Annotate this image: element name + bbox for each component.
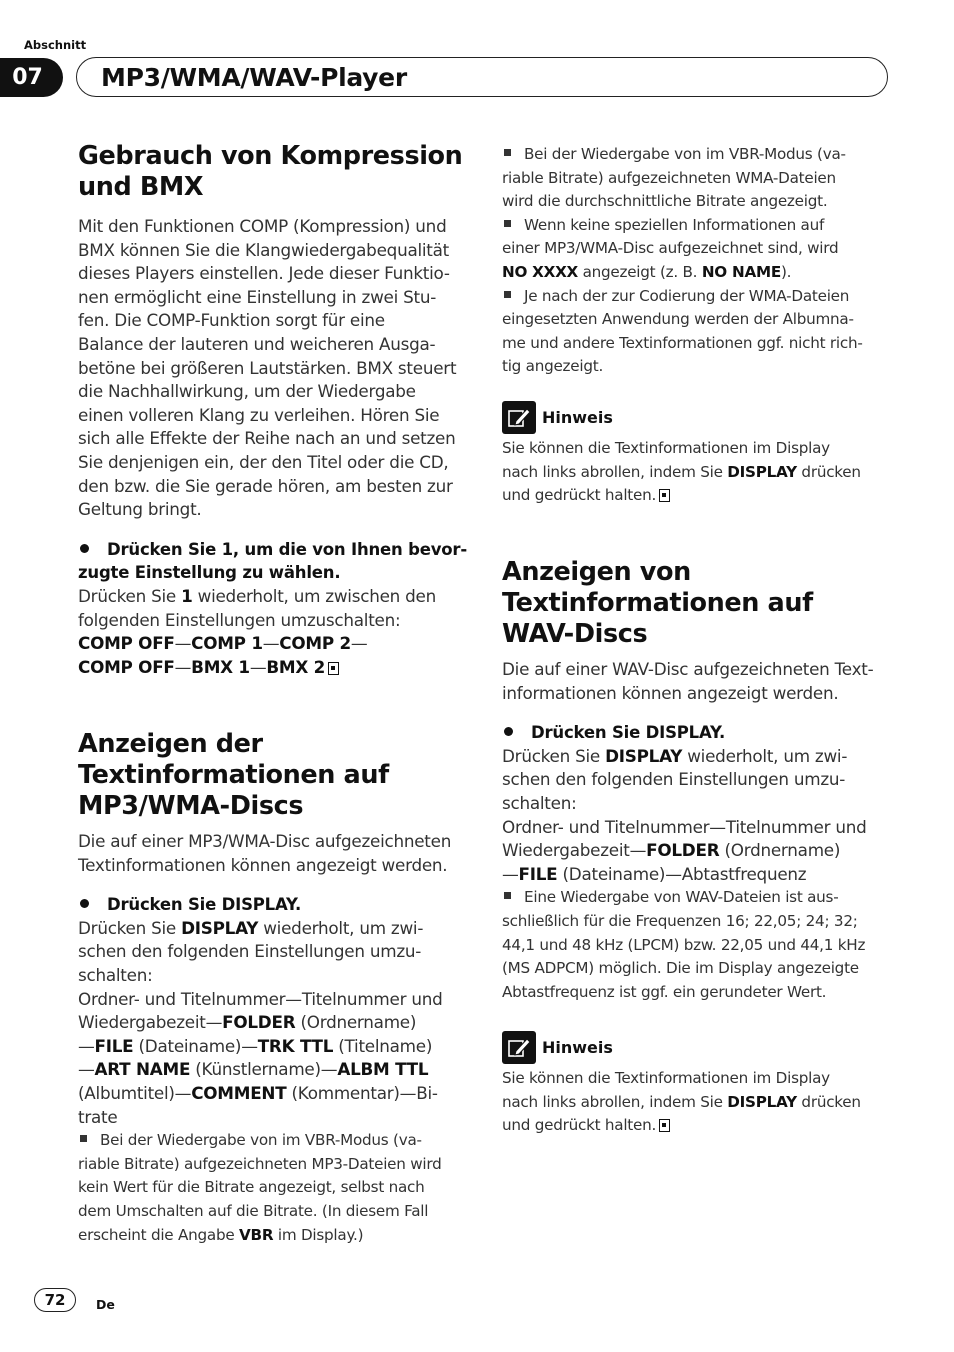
text-line: sich alle Effekte der Reihe nach an und setzen xyxy=(78,428,456,449)
note-body: Sie können die Textinformationen im Display nach links abrollen, indem Sie DISPLAY drücken und gedrückt halten. xyxy=(502,439,861,505)
bullet-dot-icon xyxy=(504,727,513,736)
text-line: betöne bei größeren Lautstärken. BMX steuert xyxy=(78,357,457,378)
chapter-header xyxy=(76,57,888,97)
page-number: 72 xyxy=(34,1288,76,1312)
section-compression-bmx xyxy=(78,141,478,679)
bullet-square-icon xyxy=(504,220,511,227)
setting-sequence: COMP OFF—COMP 1—COMP 2— xyxy=(78,633,368,654)
hinweis-note xyxy=(502,1031,902,1138)
text-line: einen volleren Klang zu verleihen. Hören Sie xyxy=(78,404,440,425)
note-bullet: Bei der Wiedergabe von im VBR-Modus (va- riable Bitrate) aufgezeichneten MP3-Dateien wird kein Wert für die Bitrate angezeigt, selbst nach dem Umschalten auf die Bitrate. (In diesem Fall erscheint die Angabe VBR im Display.) xyxy=(78,1131,442,1244)
text-line: fen. Die COMP-Funktion sorgt für eine xyxy=(78,310,385,331)
text-line: BMX können Sie die Klangwiedergabequalität xyxy=(78,239,450,260)
step-detail: Drücken Sie DISPLAY wiederholt, um zwi- schen den folgenden Einstellungen umzu- schalten: Ordner- und Titelnummer—Titelnummer und Wiedergabezeit—FOLDER (Ordnername) —FILE (Dateiname)—TRK TTL (Titelname) —ART NAME (Künstlername)—ALBM TTL (Albumtitel)—COMMENT (Kommentar)—Bi- trate xyxy=(78,917,443,1127)
section-mp3-wma-text xyxy=(78,729,478,1247)
note-bullet: Bei der Wiedergabe von im VBR-Modus (va- riable Bitrate) aufgezeichneten WMA-Dateien wird die durchschnittliche Bitrate angezeigt. xyxy=(502,145,846,211)
text-line: Mit den Funktionen COMP (Kompression) und xyxy=(78,216,447,236)
text-line: den bzw. die Sie gerade hören, am besten zur xyxy=(78,475,453,496)
bullet-dot-icon xyxy=(80,899,89,908)
setting-sequence: COMP OFF—BMX 1—BMX 2 xyxy=(78,656,478,680)
bullet-square-icon xyxy=(504,291,511,298)
bullet-square-icon xyxy=(504,892,511,899)
note-bullet: Eine Wiedergabe von WAV-Dateien ist aus- schließlich für die Frequenzen 16; 22,05; 24; 32; 44,1 und 48 kHz (LPCM) bzw. 22,05 und 44,1 kHz (MS ADPCM) möglich. Die im Display angezeigte Abtastfrequenz ist ggf. ein gerundeter Wert. xyxy=(502,888,866,1001)
section-number-badge: 07 xyxy=(0,58,63,97)
text-line: Geltung bringt. xyxy=(78,499,202,520)
section-intro: Die auf einer WAV-Disc aufgezeichneten Text- informationen können angezeigt werden. xyxy=(502,659,874,703)
note-label: Hinweis xyxy=(542,408,613,427)
bullet-square-icon xyxy=(80,1135,87,1142)
note-bullet: Wenn keine speziellen Informationen auf einer MP3/WMA-Disc aufgezeichnet sind, wird NO XXXX angezeigt (z. B. NO NAME). xyxy=(502,215,839,281)
note-pencil-icon xyxy=(502,1031,536,1064)
section-heading: Gebrauch von Kompression und BMX xyxy=(78,141,463,202)
bullet-dot-icon xyxy=(80,544,89,553)
end-mark-icon xyxy=(328,662,339,675)
section-intro: Die auf einer MP3/WMA-Disc aufgezeichneten Textinformationen können angezeigt werden. xyxy=(78,831,452,875)
text-line: Balance der lauteren und weicheren Ausga- xyxy=(78,333,436,354)
language-code: De xyxy=(96,1297,115,1312)
end-mark-icon xyxy=(659,1119,670,1132)
bullet-square-icon xyxy=(504,149,511,156)
note-label: Hinweis xyxy=(542,1038,613,1057)
section-heading: Anzeigen von Textinformationen auf WAV-Discs xyxy=(502,557,813,649)
step-detail: Drücken Sie 1 wiederholt, um zwischen den folgenden Einstellungen umzuschalten: COMP OFF—COMP 1—COMP 2— COMP OFF—BMX 1—BMX 2 xyxy=(78,585,478,679)
section-label: Abschnitt xyxy=(24,38,87,52)
step-instruction: Drücken Sie DISPLAY. xyxy=(502,721,902,745)
end-mark-icon xyxy=(659,489,670,502)
section-heading: Anzeigen der Textinformationen auf MP3/WMA-Discs xyxy=(78,729,389,821)
text-line: nen ermöglicht eine Einstellung in zwei Stu- xyxy=(78,286,437,307)
chapter-title: MP3/WMA/WAV-Player xyxy=(101,63,407,92)
section-wav-text xyxy=(502,557,902,1004)
text-line: die Nachhallwirkung, um der Wiedergabe xyxy=(78,381,416,402)
notes-list xyxy=(502,143,902,379)
section-body xyxy=(78,215,478,522)
text-line: Sie denjenigen ein, der den Titel oder die CD, xyxy=(78,451,449,472)
hinweis-note xyxy=(502,401,902,508)
note-pencil-icon xyxy=(502,401,536,434)
note-bullet: Je nach der zur Codierung der WMA-Dateien eingesetzten Anwendung werden der Albumna- me und andere Textinformationen ggf. nicht rich- tig angezeigt. xyxy=(502,286,863,376)
step-instruction: Drücken Sie 1, um die von Ihnen bevor- zugte Einstellung zu wählen. xyxy=(78,539,468,583)
step-detail: Drücken Sie DISPLAY wiederholt, um zwi- schen den folgenden Einstellungen umzu- schalten: Ordner- und Titelnummer—Titelnummer und Wiedergabezeit—FOLDER (Ordnername) —FILE (Dateiname)—Abtastfrequenz xyxy=(502,745,867,884)
step-instruction: Drücken Sie DISPLAY. xyxy=(78,893,478,917)
text-line: dieses Players einstellen. Jede dieser Funktio- xyxy=(78,263,450,284)
note-body: Sie können die Textinformationen im Display nach links abrollen, indem Sie DISPLAY drücken und gedrückt halten. xyxy=(502,1069,861,1135)
